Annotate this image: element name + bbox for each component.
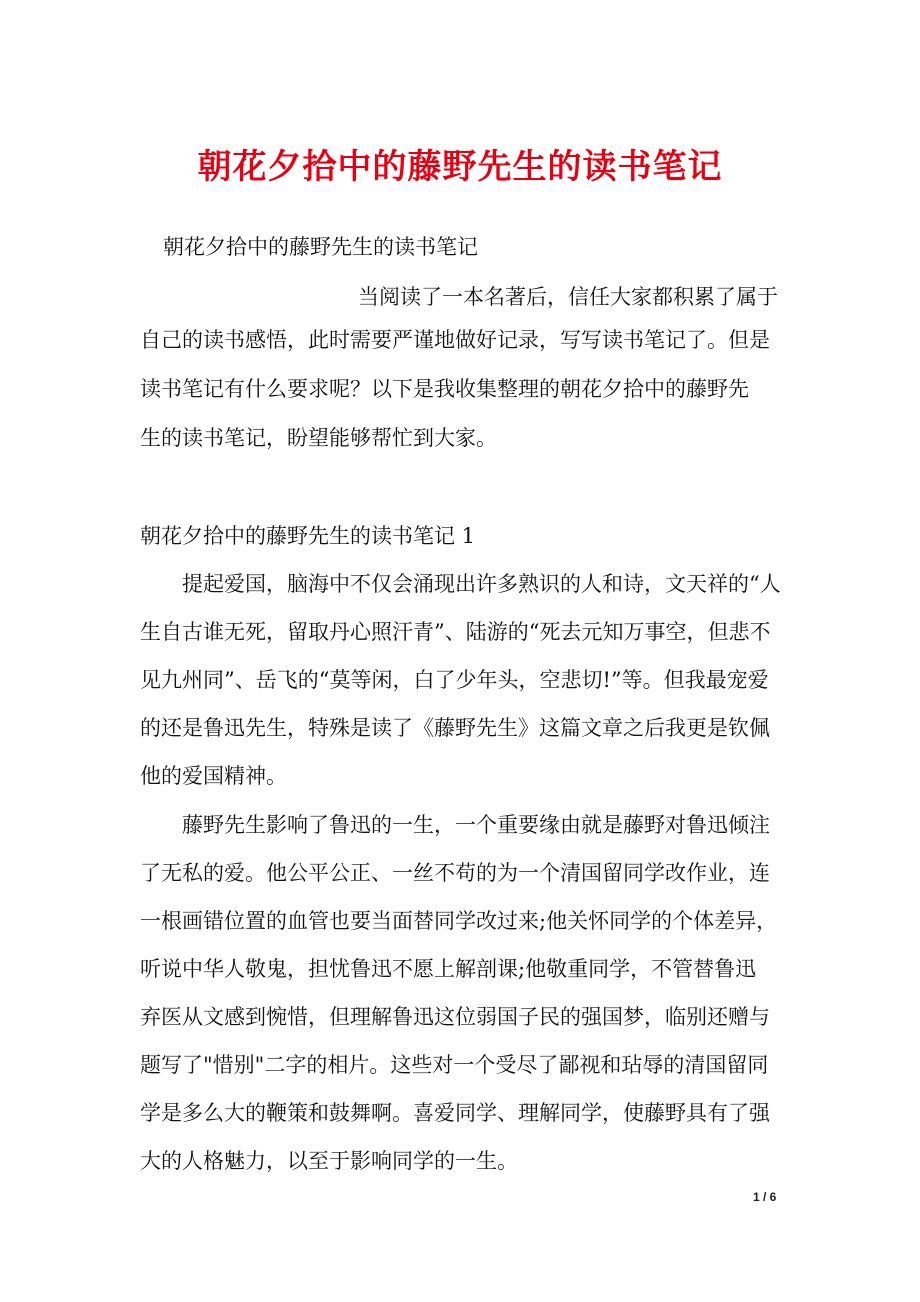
- paragraph-line: 一根画错位置的血管也要当面替同学改过来;他关怀同学的个体差异，: [140, 909, 778, 933]
- paragraph-line: 学是多么大的鞭策和鼓舞啊。喜爱同学、理解同学，使藤野具有了强: [140, 1101, 770, 1125]
- paragraph-line: 弃医从文感到惋惜，但理解鲁迅这位弱国子民的强国梦，临别还赠与: [140, 1005, 770, 1029]
- page-number: 1 / 6: [753, 1190, 777, 1204]
- paragraph-line: 题写了"惜别"二字的相片。这些对一个受尽了鄙视和玷辱的清国留同: [140, 1053, 769, 1077]
- paragraph-line: 见九州同”、岳飞的“莫等闲，白了少年头，空悲切!”等。但我最宠爱: [140, 668, 769, 692]
- intro-line: 读书笔记有什么要求呢？以下是我收集整理的朝花夕拾中的藤野先: [140, 377, 749, 401]
- paragraph-line: 他的爱国精神。: [140, 764, 287, 788]
- paragraph-line: 了无私的爱。他公平公正、一丝不苟的为一个清国留同学改作业，连: [140, 861, 770, 885]
- paragraph-line: 提起爱国，脑海中不仅会涌现出许多熟识的人和诗，文天祥的“人: [182, 572, 781, 596]
- paragraph-line: 大的人格魅力，以至于影响同学的一生。: [140, 1149, 518, 1173]
- subtitle: 朝花夕拾中的藤野先生的读书笔记: [163, 235, 478, 259]
- document-title: 朝花夕拾中的藤野先生的读书笔记: [197, 147, 723, 187]
- paragraph-line: 生自古谁无死，留取丹心照汗青”、陆游的“死去元知万事空，但悲不: [140, 620, 771, 644]
- section-heading: 朝花夕拾中的藤野先生的读书笔记 1: [140, 524, 476, 548]
- paragraph-line: 的还是鲁迅先生，特殊是读了《藤野先生》这篇文章之后我更是钦佩: [140, 716, 770, 740]
- intro-line: 生的读书笔记，盼望能够帮忙到大家。: [140, 426, 497, 450]
- intro-line: 自己的读书感悟，此时需要严谨地做好记录，写写读书笔记了。但是: [140, 328, 770, 352]
- intro-line: 当阅读了一本名著后，信任大家都积累了属于: [358, 285, 778, 309]
- paragraph-line: 藤野先生影响了鲁迅的一生，一个重要缘由就是藤野对鲁迅倾注: [182, 813, 770, 837]
- paragraph-line: 听说中华人敬鬼，担忧鲁迅不愿上解剖课;他敬重同学，不管替鲁迅: [140, 957, 757, 981]
